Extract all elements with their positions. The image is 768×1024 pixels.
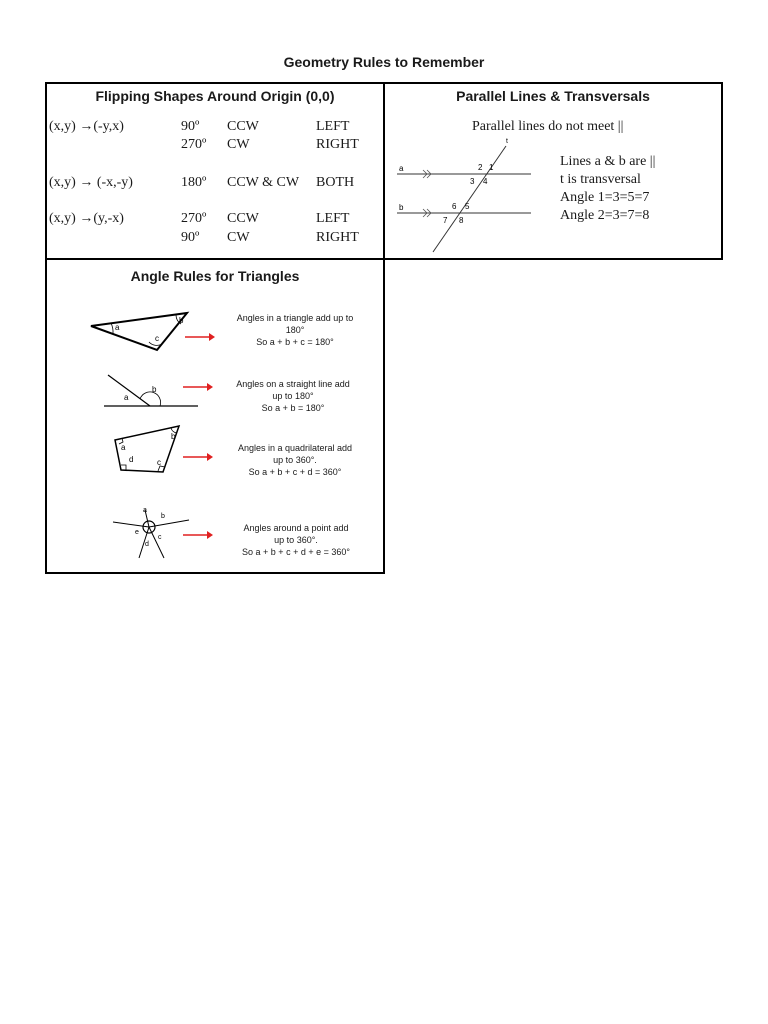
arrow-icon bbox=[182, 530, 214, 540]
angle-label: 8 bbox=[459, 216, 464, 225]
rule-line: So a + b + c + d = 360° bbox=[248, 467, 342, 477]
triangle-figure bbox=[87, 308, 207, 353]
angle-rules-panel bbox=[45, 258, 385, 574]
parallel-lines-diagram bbox=[393, 134, 543, 254]
direction-cell: CW bbox=[227, 137, 250, 152]
angle-label: 3 bbox=[470, 177, 475, 186]
degrees-cell: 270º bbox=[181, 211, 207, 226]
degrees-cell: 90º bbox=[181, 230, 200, 245]
angle-label: c bbox=[157, 458, 161, 467]
angle-label: 5 bbox=[465, 202, 470, 211]
page-title: Geometry Rules to Remember bbox=[283, 54, 485, 70]
parallel-note: t is transversal bbox=[560, 172, 641, 187]
rule-text-straight-line bbox=[225, 378, 361, 414]
side-cell: LEFT bbox=[316, 119, 350, 134]
angle-rules-title: Angle Rules for Triangles bbox=[130, 268, 300, 284]
angle-label: 6 bbox=[452, 202, 457, 211]
rule-cell: (x,y) →(y,-x) bbox=[49, 211, 124, 226]
line-b-label: b bbox=[399, 203, 404, 212]
rule-line: 180° bbox=[285, 325, 305, 335]
direction-cell: CW bbox=[227, 230, 250, 245]
angle-label: e bbox=[135, 529, 139, 536]
parallel-note: Angle 1=3=5=7 bbox=[560, 190, 650, 205]
rule-line: Angles in a triangle add up to bbox=[236, 313, 354, 323]
rule-line: up to 180° bbox=[272, 391, 314, 401]
angle-label: b bbox=[171, 432, 176, 441]
flipping-panel bbox=[45, 82, 385, 260]
rule-text-triangle bbox=[227, 312, 363, 348]
side-cell: LEFT bbox=[316, 211, 350, 226]
direction-cell: CCW bbox=[227, 119, 259, 134]
rule-text-around-point bbox=[226, 522, 366, 558]
quadrilateral-figure bbox=[109, 422, 189, 477]
angle-label: c bbox=[155, 334, 159, 343]
parallel-subtitle: Parallel lines do not meet || bbox=[472, 119, 624, 134]
angle-label: d bbox=[145, 541, 149, 548]
parallel-note: Angle 2=3=7=8 bbox=[560, 208, 650, 223]
parallel-panel bbox=[383, 82, 723, 260]
side-cell: RIGHT bbox=[316, 137, 359, 152]
side-cell: RIGHT bbox=[316, 230, 359, 245]
degrees-cell: 180º bbox=[181, 175, 207, 190]
angle-label: d bbox=[129, 455, 134, 464]
parallel-note: Lines a & b are || bbox=[560, 154, 656, 169]
angle-label: 1 bbox=[489, 163, 494, 172]
rule-line: So a + b + c + d + e = 360° bbox=[242, 547, 350, 557]
rule-line: up to 360°. bbox=[273, 455, 317, 465]
rule-line: up to 360°. bbox=[274, 535, 318, 545]
angle-label: 4 bbox=[483, 177, 488, 186]
arrow-icon bbox=[182, 382, 214, 392]
rule-cell: (x,y) →(-y,x) bbox=[49, 119, 124, 134]
rule-line: Angles around a point add bbox=[243, 523, 349, 533]
angle-label: 2 bbox=[478, 163, 483, 172]
arrow-icon bbox=[182, 452, 214, 462]
direction-cell: CCW & CW bbox=[227, 175, 300, 190]
angle-label: a bbox=[115, 323, 120, 332]
rule-line: So a + b = 180° bbox=[261, 403, 325, 413]
transversal-label: t bbox=[506, 138, 508, 145]
side-cell: BOTH bbox=[316, 175, 355, 190]
rule-line: So a + b + c = 180° bbox=[256, 337, 334, 347]
rule-line: Angles in a quadrilateral add bbox=[237, 443, 353, 453]
angle-label: 7 bbox=[443, 216, 448, 225]
rule-line: Angles on a straight line add bbox=[236, 379, 350, 389]
straight-line-figure bbox=[102, 372, 202, 412]
direction-cell: CCW bbox=[227, 211, 259, 226]
angle-label: a bbox=[124, 393, 129, 402]
angle-label: b bbox=[179, 316, 184, 325]
parallel-title: Parallel Lines & Transversals bbox=[456, 88, 650, 104]
angle-label: b bbox=[152, 385, 157, 394]
angle-label: a bbox=[143, 507, 147, 514]
degrees-cell: 270º bbox=[181, 137, 207, 152]
angle-label: a bbox=[121, 443, 126, 452]
rule-cell: (x,y) → (-x,-y) bbox=[49, 175, 133, 190]
degrees-cell: 90º bbox=[181, 119, 200, 134]
angle-label: c bbox=[158, 534, 162, 541]
flipping-title: Flipping Shapes Around Origin (0,0) bbox=[95, 88, 335, 104]
rule-text-quadrilateral bbox=[227, 442, 363, 478]
angle-label: b bbox=[161, 513, 165, 520]
line-a-label: a bbox=[399, 164, 404, 173]
arrow-icon bbox=[184, 332, 216, 342]
